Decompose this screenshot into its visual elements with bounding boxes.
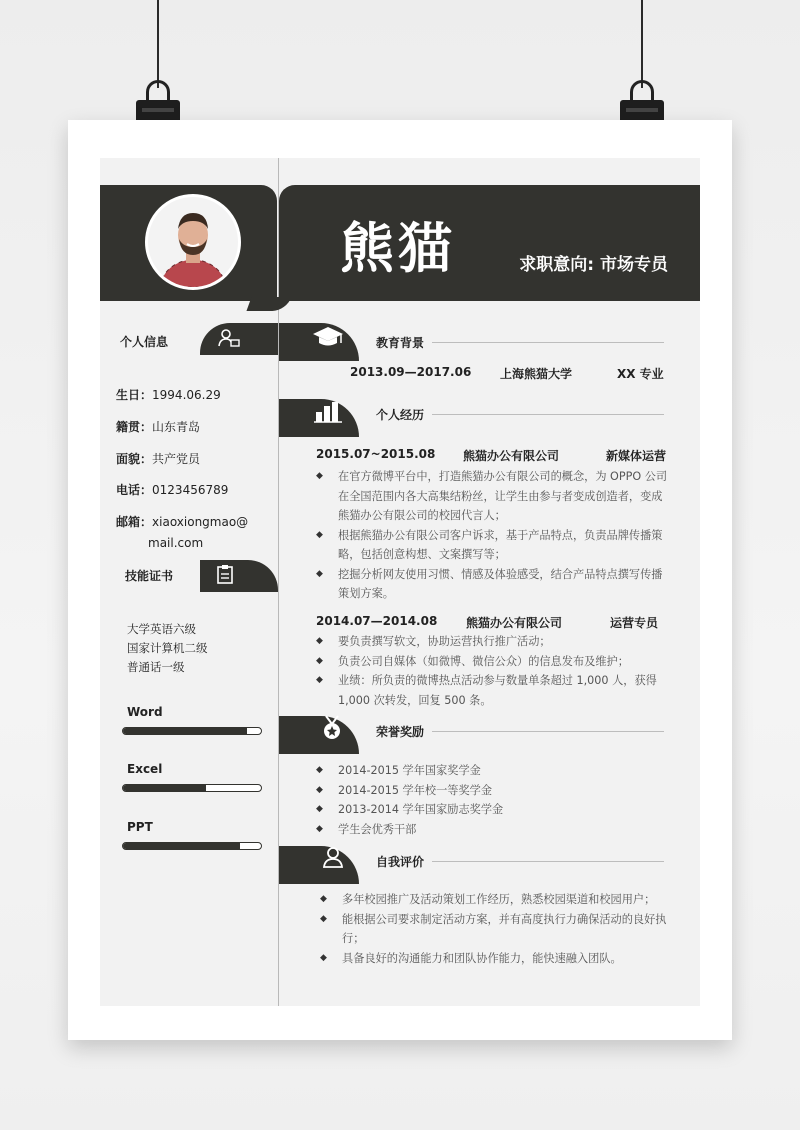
info-hometown: [116, 418, 200, 435]
skill-bar-ppt: [122, 842, 262, 850]
job2-points: [316, 632, 670, 710]
job-intent: 求职意向: 市场专员: [519, 255, 668, 275]
edu-major: XX 专业: [617, 367, 664, 381]
info-colon: ：: [140, 388, 153, 402]
list-item: ◆ 负责公司自媒体（如微博、微信公众）的信息发布及维护；: [316, 652, 670, 672]
personal-info-title: 个人信息: [120, 335, 169, 349]
list-item: ◆ 挖掘分析网友使用习惯、情感及体验感受，结合产品特点撰写传播策划方案。: [316, 565, 670, 604]
cert-item: 普通话一级: [127, 660, 185, 674]
info-colon: ：: [140, 452, 153, 466]
list-item: ◆ 根据熊猫办公有限公司客户诉求，基于产品特点，负责品牌传播策略，包括创意构想、文案撰写等；: [316, 526, 670, 565]
edu-school: 上海熊猫大学: [500, 367, 573, 381]
info-label: 生日: [116, 388, 141, 402]
job1-role: 新媒体运营: [606, 449, 667, 463]
info-colon: ：: [140, 515, 153, 529]
info-colon: ：: [140, 420, 153, 434]
honors-rule: [432, 731, 664, 732]
job1-company: 熊猫办公有限公司: [463, 449, 560, 463]
info-label: 电话: [116, 483, 141, 497]
list-item: ◆ 业绩：所负责的微博热点活动参与数量单条超过 1,000 人，获得 1,000 次转发，回复 500 条。: [316, 671, 670, 710]
list-item: ◆ 具备良好的沟通能力和团队协作能力，能快速融入团队。: [320, 949, 680, 969]
self-eval-rule: [432, 861, 664, 862]
right-hanging-wire: [641, 0, 643, 88]
list-item: ◆ 要负责撰写软文，协助运营执行推广活动；: [316, 632, 670, 652]
skills-title: 技能证书: [125, 569, 174, 583]
info-label: 面貌: [116, 452, 141, 466]
info-value: 0123456789: [152, 483, 229, 497]
self-eval-title: 自我评价: [376, 855, 425, 869]
job1-points: [316, 467, 670, 604]
info-birthday: [116, 386, 221, 403]
info-email: [116, 513, 248, 530]
job1-period: 2015.07~2015.08: [316, 447, 436, 461]
education-rule: [432, 342, 664, 343]
info-value: xiaoxiongmao@: [152, 515, 249, 529]
skill-bar-excel: [122, 784, 262, 792]
graduation-cap-icon: [312, 325, 344, 353]
info-value: 山东青岛: [152, 420, 201, 434]
clipboard-icon: [217, 564, 233, 588]
info-label: 邮箱: [116, 515, 141, 529]
list-item: ◆ 能根据公司要求制定活动方案，并有高度执行力确保活动的良好执行；: [320, 910, 680, 949]
left-hanging-wire: [157, 0, 159, 88]
list-item: ◆ 在官方微博平台中，打造熊猫办公有限公司的概念，为 OPPO 公司在全国范围内各大高集结粉丝，让学生由参与者变成创造者，变成熊猫办公有限公司的校园代言人；: [316, 467, 670, 526]
self-eval-list: [320, 890, 680, 968]
skill-bar-word: [122, 727, 262, 735]
info-value: 1994.06.29: [152, 388, 221, 402]
experience-rule: [432, 414, 664, 415]
honors-title: 荣誉奖励: [376, 725, 425, 739]
experience-title: 个人经历: [376, 408, 425, 422]
user-card-icon: [218, 328, 240, 352]
list-item: ◆ 2014-2015 学年校一等奖学金: [316, 781, 670, 801]
candidate-name: 熊猫: [340, 217, 456, 280]
avatar: [145, 194, 241, 290]
info-label: 籍贯: [116, 420, 141, 434]
info-colon: ：: [140, 483, 153, 497]
info-phone: [116, 481, 228, 498]
skill-bar-fill: [123, 785, 206, 791]
list-item: ◆ 2014-2015 学年国家奖学金: [316, 761, 670, 781]
skill-bar-fill: [123, 728, 247, 734]
honors-list: [316, 761, 670, 839]
cert-item: 大学英语六级: [127, 622, 196, 636]
info-value: 共产党员: [152, 452, 201, 466]
education-title: 教育背景: [376, 336, 425, 350]
person-icon: [322, 846, 344, 872]
edu-period: 2013.09—2017.06: [350, 365, 472, 379]
skill-bar-label-excel: Excel: [127, 762, 163, 776]
skill-bar-fill: [123, 843, 240, 849]
job2-company: 熊猫办公有限公司: [466, 616, 563, 630]
medal-icon: [322, 715, 342, 745]
list-item: ◆ 多年校园推广及活动策划工作经历，熟悉校园渠道和校园用户；: [320, 890, 680, 910]
skill-bar-label-ppt: PPT: [127, 820, 153, 834]
info-political: [116, 450, 200, 467]
job2-role: 运营专员: [610, 616, 659, 630]
list-item: ◆ 学生会优秀干部: [316, 820, 670, 840]
list-item: ◆ 2013-2014 学年国家励志奖学金: [316, 800, 670, 820]
cert-item: 国家计算机二级: [127, 641, 208, 655]
building-chart-icon: [314, 400, 342, 428]
info-email-cont: mail.com: [148, 536, 204, 550]
job2-period: 2014.07—2014.08: [316, 614, 438, 628]
skill-bar-label-word: Word: [127, 705, 163, 719]
